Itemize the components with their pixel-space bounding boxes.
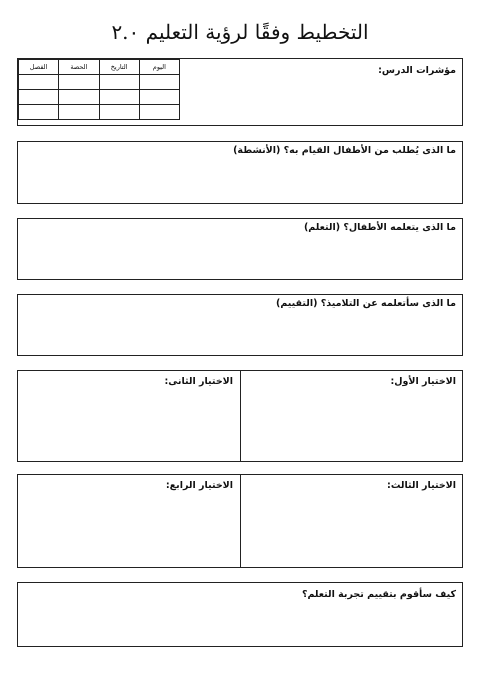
lesson-indicators-label: مؤشرات الدرس: (378, 65, 456, 76)
info-cell[interactable] (19, 90, 59, 105)
info-header-class: الفصل (19, 60, 59, 75)
info-cell[interactable] (139, 75, 179, 90)
info-header-date: التاريخ (99, 60, 139, 75)
info-table-header-row (19, 60, 180, 75)
info-cell[interactable] (19, 105, 59, 120)
info-cell[interactable] (99, 105, 139, 120)
assessment-label: ما الذى سأتعلمه عن التلاميذ؟ (التقييم) (276, 298, 456, 309)
evaluation-label: كيف سأقوم بتقييم تجربة التعلم؟ (301, 589, 456, 600)
info-cell[interactable] (139, 105, 179, 120)
lesson-indicators-box (17, 58, 463, 126)
info-table (18, 59, 180, 120)
option-2-label: الاختيار الثانى: (164, 376, 233, 387)
options-divider (240, 475, 241, 567)
option-4-label: الاختيار الرابع: (165, 480, 233, 491)
evaluation-box[interactable] (17, 582, 463, 647)
info-table-row (19, 75, 180, 90)
info-cell[interactable] (99, 90, 139, 105)
info-cell[interactable] (99, 75, 139, 90)
options-row-1 (17, 370, 463, 462)
option-3-label: الاختيار الثالث: (387, 480, 456, 491)
assessment-box[interactable] (17, 294, 463, 356)
options-divider (240, 371, 241, 461)
option-1-area[interactable] (242, 371, 462, 461)
info-header-day: اليوم (139, 60, 179, 75)
info-cell[interactable] (139, 90, 179, 105)
info-table-row (19, 105, 180, 120)
option-1-label: الاختيار الأول: (390, 376, 456, 387)
options-row-2 (17, 474, 463, 568)
info-cell[interactable] (59, 105, 99, 120)
option-2-area[interactable] (18, 371, 239, 461)
option-3-area[interactable] (242, 475, 462, 567)
info-header-period: الحصة (59, 60, 99, 75)
activities-box[interactable] (17, 141, 463, 204)
activities-label: ما الذى يُطلب من الأطفال القيام به؟ (الأنشطة) (233, 145, 456, 156)
learning-label: ما الذى يتعلمه الأطفال؟ (التعلم) (303, 222, 456, 233)
learning-box[interactable] (17, 218, 463, 280)
option-4-area[interactable] (18, 475, 239, 567)
info-cell[interactable] (19, 75, 59, 90)
page-title: التخطيط وفقًا لرؤية التعليم ٢.٠ (111, 20, 369, 44)
info-cell[interactable] (59, 75, 99, 90)
info-table-row (19, 90, 180, 105)
info-cell[interactable] (59, 90, 99, 105)
